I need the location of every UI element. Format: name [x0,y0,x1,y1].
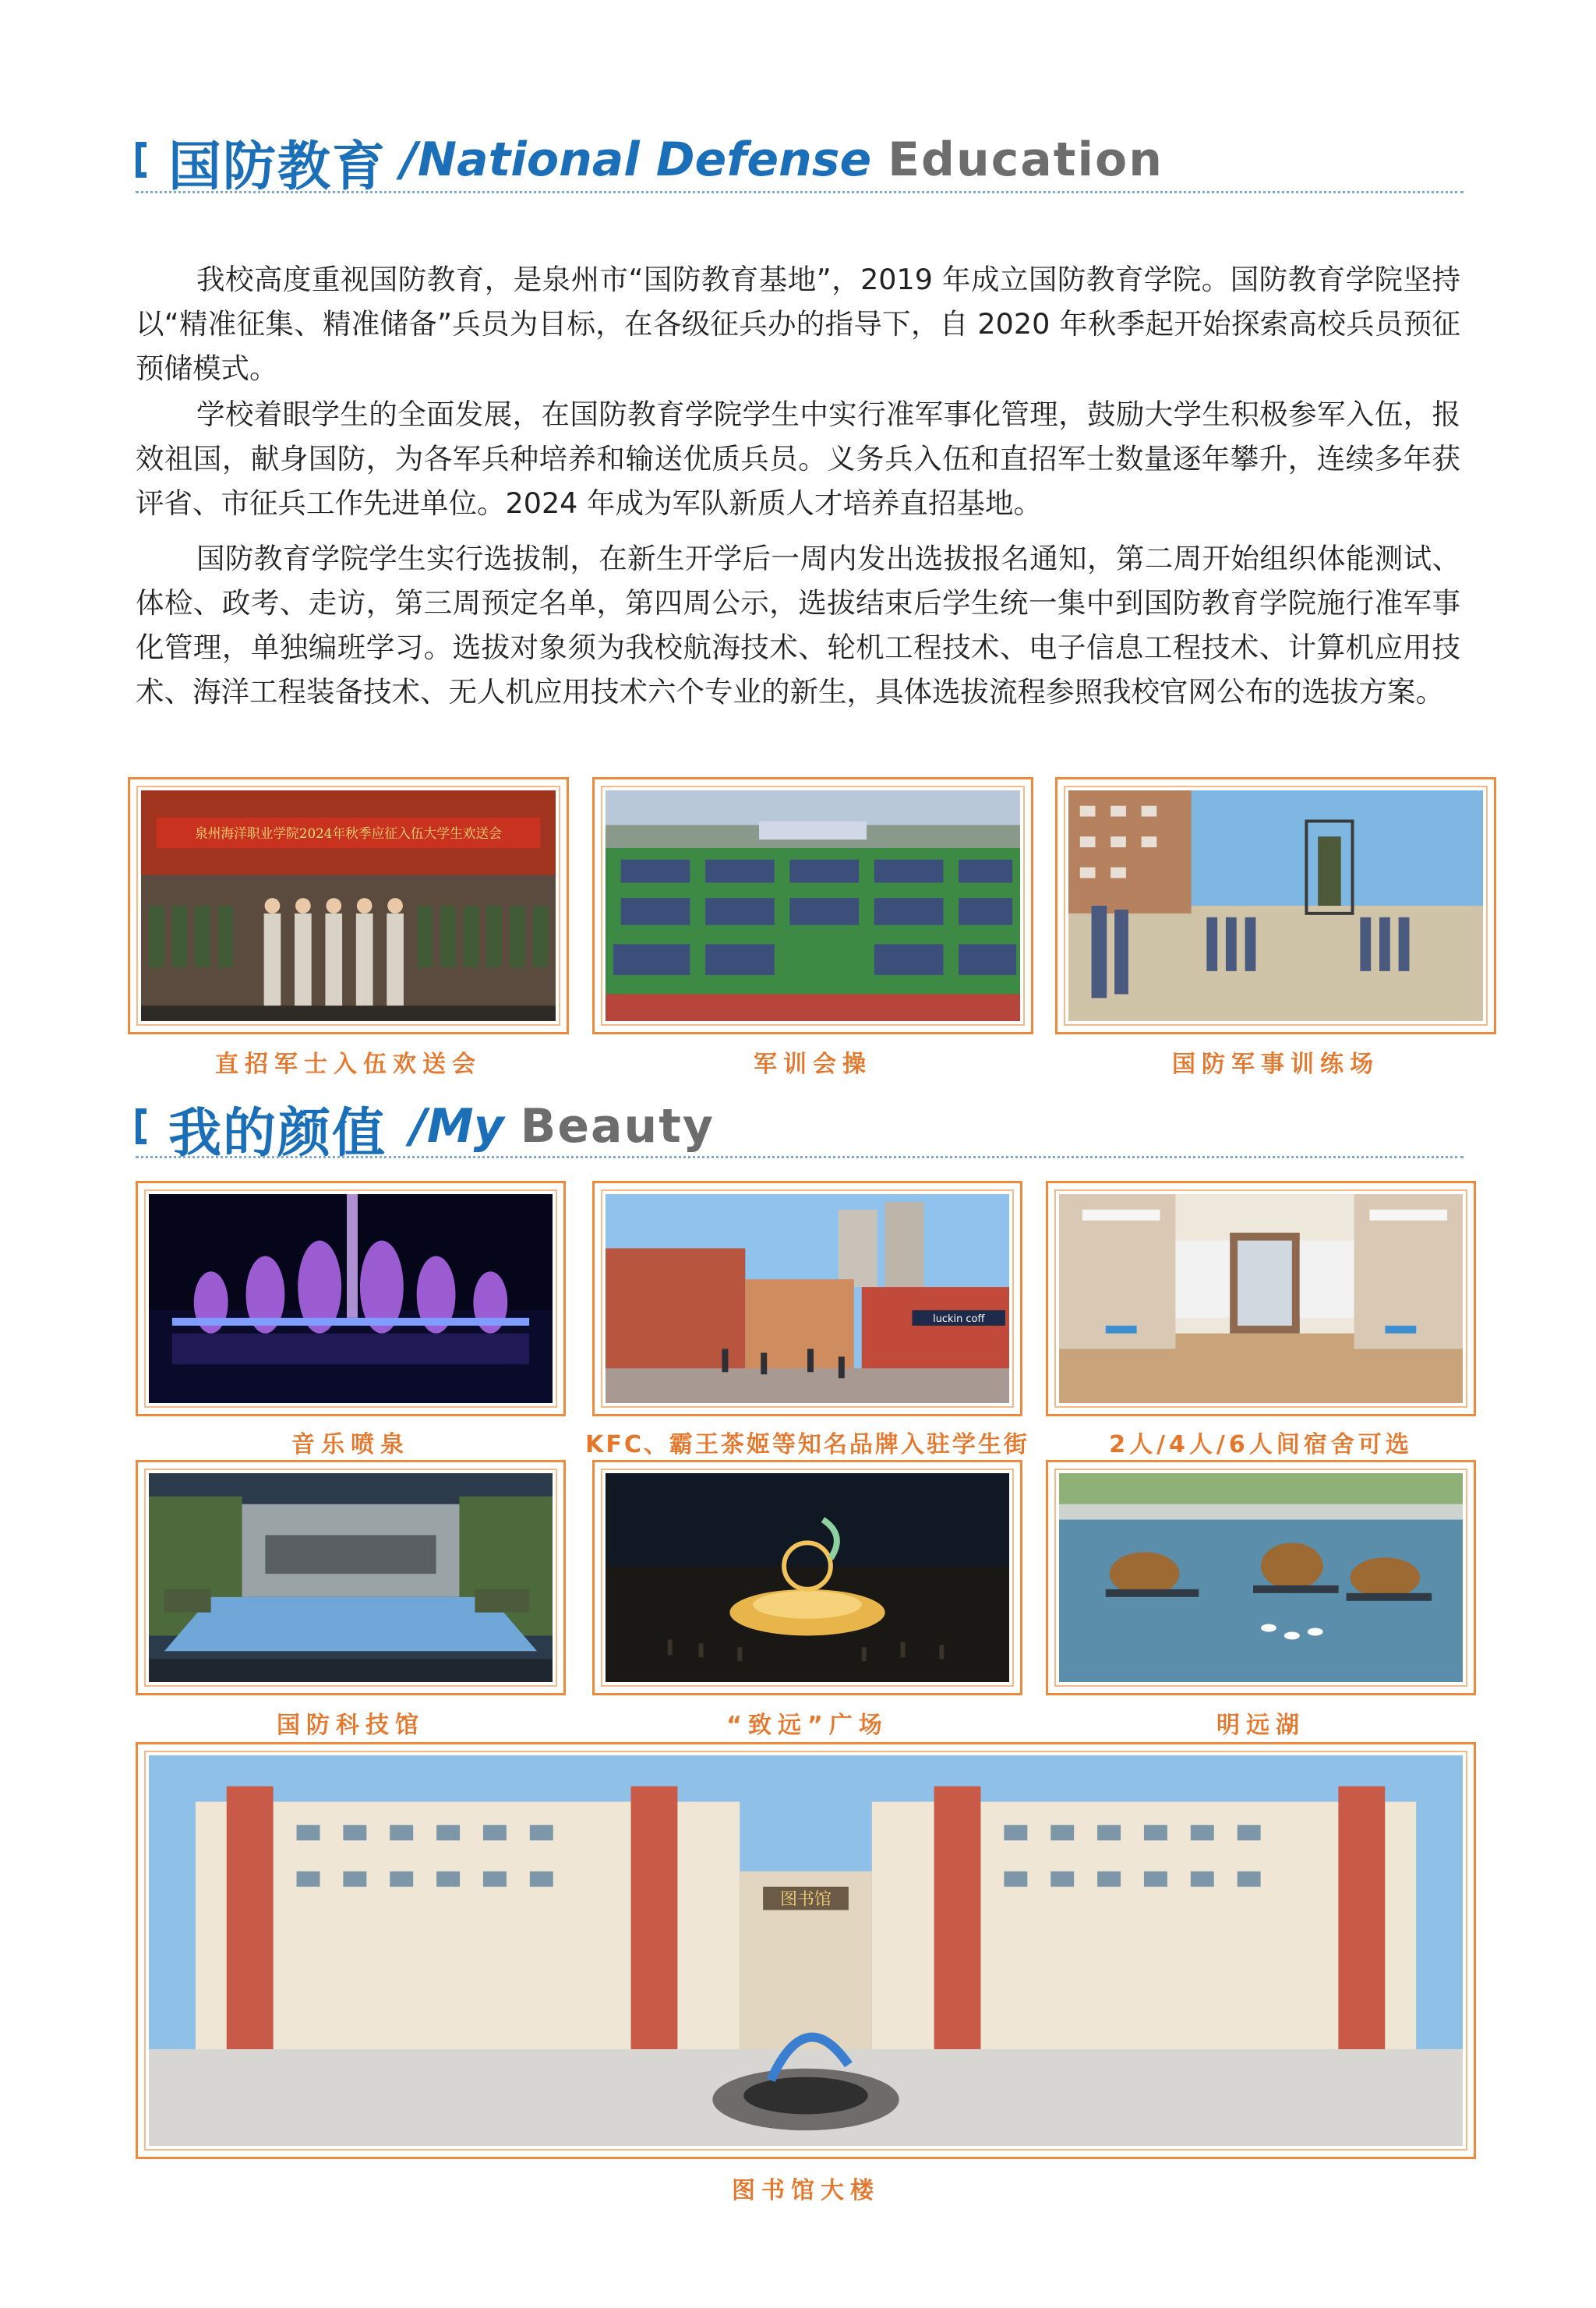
section-title-en-part2: Education [888,133,1163,187]
section-title-en-part2: Beauty [520,1099,715,1154]
store-sign-text: luckin coff [933,1313,985,1325]
photo-library-building [136,1742,1476,2159]
photo-training-ground [1055,777,1496,1034]
section-title-en-part1: /National Defense [401,133,872,187]
caption-lake: 明远湖 [1216,1712,1305,1739]
caption-parade: 军训会操 [754,1051,872,1078]
section-divider [136,1156,1464,1158]
photo-military-parade [592,777,1033,1034]
caption-training-ground: 国防军事训练场 [1172,1051,1379,1078]
bracket-icon [136,1108,147,1144]
photo-zhiyuan-square [592,1460,1022,1695]
bracket-icon [136,142,147,178]
section-heading-my-beauty [136,1091,1460,1177]
caption-museum: 国防科技馆 [277,1712,425,1739]
photo-dormitory [1046,1181,1476,1416]
photo-send-off-ceremony [128,777,569,1034]
building-sign-text: 图书馆 [780,1889,832,1910]
paragraph-3: 国防教育学院学生实行选拔制，在新生开学后一周内发出选拔报名通知，第二周开始组织体能测试、体检、政考、走访，第三周预定名单，第四周公示，选拔结束后学生统一集中到国防教育学院施行准军事化管理，单独编班学习。选拔对象须为我校航海技术、轮机工程技术、电子信息工程技术、计算机应用技术、海洋工程装备技术、无人机应用技术六个专业的新生，具体选拔流程参照我校官网公布的选拔方案。 [136,542,1460,709]
photo-musical-fountain [136,1181,566,1416]
section-heading-national-defense [136,125,1460,210]
section-title-en-part1: /My [410,1099,504,1154]
caption-student-street: KFC、霸王茶姬等知名品牌入驻学生街 [585,1431,1029,1458]
section-title-en [401,133,1163,187]
caption-fountain: 音乐喷泉 [291,1431,410,1458]
photo-defense-museum [136,1460,566,1695]
photo-student-street [592,1181,1022,1416]
paragraph-1: 我校高度重视国防教育，是泉州市“国防教育基地”，2019 年成立国防教育学院。国防教育学院坚持以“精准征集、精准储备”兵员为目标，在各级征兵办的指导下，自 2020 年秋季起开始探索高校兵员预征预储模式。 [136,263,1460,385]
caption-send-off: 直招军士入伍欢送会 [215,1051,482,1078]
section-title-cn: 国防教育 [168,136,387,198]
section-divider [136,191,1464,193]
caption-library: 图书馆大楼 [732,2177,880,2204]
section-title-en [410,1099,715,1154]
paragraph-2: 学校着眼学生的全面发展，在国防教育学院学生中实行准军事化管理，鼓励大学生积极参军入伍，报效祖国，献身国防，为各军兵种培养和输送优质兵员。义务兵入伍和直招军士数量逐年攀升，连续多年获评省、市征兵工作先进单位。2024 年成为军队新质人才培养直招基地。 [136,398,1460,520]
photo-mingyuan-lake [1046,1460,1476,1695]
caption-dormitory: 2人/4人/6人间宿舍可选 [1109,1431,1413,1458]
caption-square: “致远”广场 [726,1712,888,1739]
section-title-cn: 我的颜值 [168,1103,387,1165]
banner-text: 泉州海洋职业学院2024年秋季应征入伍大学生欢送会 [194,825,503,842]
